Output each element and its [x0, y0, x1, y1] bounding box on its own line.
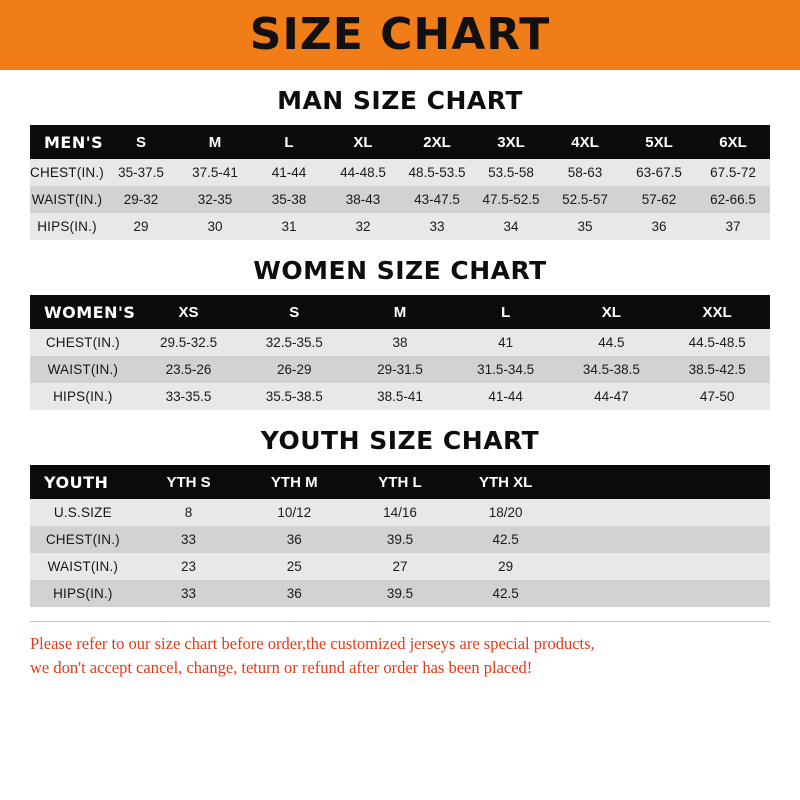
table-row — [30, 526, 770, 553]
table-cell: 29-32 — [104, 186, 178, 213]
row-label: WAIST(IN.) — [30, 356, 136, 383]
table-row — [30, 580, 770, 607]
section-youth — [30, 426, 770, 607]
column-header: YTH S — [136, 465, 242, 499]
column-header: 4XL — [548, 125, 622, 159]
section-title-man: MAN SIZE CHART — [277, 86, 523, 115]
table-cell: 67.5-72 — [696, 159, 770, 186]
table-header-row — [30, 295, 770, 329]
table-cell: 32 — [326, 213, 400, 240]
table-cell — [559, 580, 665, 607]
table-cell: 44-48.5 — [326, 159, 400, 186]
table-cell: 38 — [347, 329, 453, 356]
table-cell: 62-66.5 — [696, 186, 770, 213]
table-cell: 27 — [347, 553, 453, 580]
table-cell: 10/12 — [241, 499, 347, 526]
table-cell: 47-50 — [664, 383, 770, 410]
table-cell — [664, 580, 770, 607]
table-cell: 47.5-52.5 — [474, 186, 548, 213]
table-cell: 25 — [241, 553, 347, 580]
column-header — [664, 465, 770, 499]
table-body — [30, 159, 770, 240]
table-cell: 38.5-41 — [347, 383, 453, 410]
table-cell: 37.5-41 — [178, 159, 252, 186]
column-header: 3XL — [474, 125, 548, 159]
column-header: YTH M — [241, 465, 347, 499]
table-cell: 38-43 — [326, 186, 400, 213]
table-cell: 32.5-35.5 — [241, 329, 347, 356]
row-label: CHEST(IN.) — [30, 526, 136, 553]
table-cell: 14/16 — [347, 499, 453, 526]
table-cell: 63-67.5 — [622, 159, 696, 186]
page-title: SIZE CHART — [249, 9, 551, 60]
table-cell: 42.5 — [453, 526, 559, 553]
table-row — [30, 329, 770, 356]
row-label: U.S.SIZE — [30, 499, 136, 526]
table-row — [30, 356, 770, 383]
table-cell — [664, 553, 770, 580]
disclaimer-line-2: we don't accept cancel, change, teturn or refund after order has been placed! — [30, 657, 533, 677]
table-cell — [664, 499, 770, 526]
table-cell: 44-47 — [559, 383, 665, 410]
column-header: L — [252, 125, 326, 159]
table-cell: 29 — [104, 213, 178, 240]
header-corner: MEN'S — [30, 125, 104, 159]
table-head — [30, 465, 770, 499]
column-header — [559, 465, 665, 499]
table-cell: 44.5 — [559, 329, 665, 356]
table-cell: 41-44 — [252, 159, 326, 186]
column-header: M — [178, 125, 252, 159]
column-header: XL — [326, 125, 400, 159]
section-man — [30, 86, 770, 240]
table-cell: 35 — [548, 213, 622, 240]
table-cell: 34.5-38.5 — [559, 356, 665, 383]
column-header: 2XL — [400, 125, 474, 159]
disclaimer-note — [30, 621, 770, 680]
table-cell: 29.5-32.5 — [136, 329, 242, 356]
column-header: S — [241, 295, 347, 329]
table-cell: 18/20 — [453, 499, 559, 526]
column-header: XS — [136, 295, 242, 329]
column-header: L — [453, 295, 559, 329]
table-man-sizes — [30, 125, 770, 240]
header-corner: WOMEN'S — [30, 295, 136, 329]
column-header: 6XL — [696, 125, 770, 159]
table-cell: 8 — [136, 499, 242, 526]
table-cell: 26-29 — [241, 356, 347, 383]
table-row — [30, 186, 770, 213]
table-women-sizes — [30, 295, 770, 410]
row-label: CHEST(IN.) — [30, 329, 136, 356]
table-header-row — [30, 465, 770, 499]
table-cell: 39.5 — [347, 580, 453, 607]
column-header: M — [347, 295, 453, 329]
table-row — [30, 213, 770, 240]
table-cell: 43-47.5 — [400, 186, 474, 213]
table-cell: 32-35 — [178, 186, 252, 213]
table-cell: 35-38 — [252, 186, 326, 213]
table-cell: 42.5 — [453, 580, 559, 607]
content-area — [0, 86, 800, 680]
column-header: 5XL — [622, 125, 696, 159]
table-cell: 38.5-42.5 — [664, 356, 770, 383]
table-body — [30, 499, 770, 607]
header-corner: YOUTH — [30, 465, 136, 499]
column-header: S — [104, 125, 178, 159]
table-cell: 33 — [136, 580, 242, 607]
table-youth-sizes — [30, 465, 770, 607]
disclaimer-line-1: Please refer to our size chart before order,the customized jerseys are special products, — [30, 634, 595, 653]
table-cell: 34 — [474, 213, 548, 240]
table-cell: 52.5-57 — [548, 186, 622, 213]
table-cell: 23 — [136, 553, 242, 580]
row-label: WAIST(IN.) — [30, 553, 136, 580]
row-label: WAIST(IN.) — [30, 186, 104, 213]
table-cell: 41 — [453, 329, 559, 356]
row-label: HIPS(IN.) — [30, 580, 136, 607]
table-cell: 35.5-38.5 — [241, 383, 347, 410]
table-cell: 58-63 — [548, 159, 622, 186]
table-cell: 36 — [241, 580, 347, 607]
table-cell: 33-35.5 — [136, 383, 242, 410]
table-row — [30, 383, 770, 410]
column-header: XXL — [664, 295, 770, 329]
row-label: CHEST(IN.) — [30, 159, 104, 186]
table-cell: 44.5-48.5 — [664, 329, 770, 356]
section-women — [30, 256, 770, 410]
table-cell: 37 — [696, 213, 770, 240]
table-cell: 33 — [136, 526, 242, 553]
table-row — [30, 159, 770, 186]
table-cell: 36 — [241, 526, 347, 553]
column-header: YTH L — [347, 465, 453, 499]
row-label: HIPS(IN.) — [30, 213, 104, 240]
table-head — [30, 125, 770, 159]
table-cell — [559, 553, 665, 580]
table-cell: 35-37.5 — [104, 159, 178, 186]
table-cell: 36 — [622, 213, 696, 240]
column-header: YTH XL — [453, 465, 559, 499]
table-cell: 30 — [178, 213, 252, 240]
table-body — [30, 329, 770, 410]
section-title-youth: YOUTH SIZE CHART — [260, 426, 540, 455]
table-cell: 29-31.5 — [347, 356, 453, 383]
column-header: XL — [559, 295, 665, 329]
page-banner — [0, 0, 800, 70]
table-cell: 57-62 — [622, 186, 696, 213]
table-cell — [559, 499, 665, 526]
table-row — [30, 553, 770, 580]
table-cell: 31.5-34.5 — [453, 356, 559, 383]
table-cell: 41-44 — [453, 383, 559, 410]
table-header-row — [30, 125, 770, 159]
table-cell: 53.5-58 — [474, 159, 548, 186]
table-cell: 23.5-26 — [136, 356, 242, 383]
table-row — [30, 499, 770, 526]
table-cell: 33 — [400, 213, 474, 240]
table-cell: 29 — [453, 553, 559, 580]
row-label: HIPS(IN.) — [30, 383, 136, 410]
section-title-women: WOMEN SIZE CHART — [253, 256, 547, 285]
table-cell: 31 — [252, 213, 326, 240]
table-cell — [559, 526, 665, 553]
table-head — [30, 295, 770, 329]
table-cell — [664, 526, 770, 553]
table-cell: 48.5-53.5 — [400, 159, 474, 186]
table-cell: 39.5 — [347, 526, 453, 553]
